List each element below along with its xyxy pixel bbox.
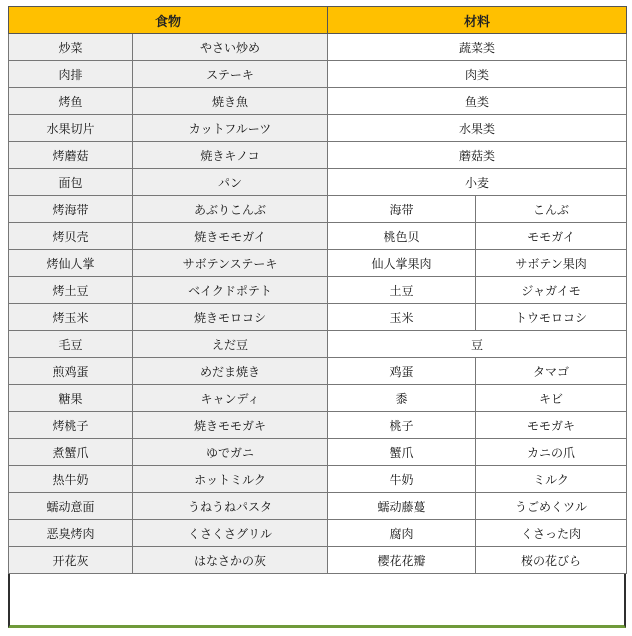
material-japanese-cell: サボテン果肉 — [476, 250, 627, 277]
material-chinese-cell: 牛奶 — [328, 466, 476, 493]
material-japanese-cell: うごめくツル — [476, 493, 627, 520]
food-japanese-cell: ベイクドポテト — [133, 277, 328, 304]
material-japanese-cell: ミルク — [476, 466, 627, 493]
food-chinese-cell: 恶臭烤肉 — [9, 520, 133, 547]
food-japanese-cell: 焼きキノコ — [133, 142, 328, 169]
table-row — [9, 358, 627, 385]
food-japanese-cell: えだ豆 — [133, 331, 328, 358]
table-row — [9, 61, 627, 88]
table-row — [9, 250, 627, 277]
material-chinese-cell: 桃子 — [328, 412, 476, 439]
material-cell: 肉类 — [328, 61, 627, 88]
table-row — [9, 547, 627, 574]
table-row — [9, 142, 627, 169]
food-japanese-cell: ステーキ — [133, 61, 328, 88]
material-japanese-cell: モモガキ — [476, 412, 627, 439]
food-japanese-cell: 焼きモロコシ — [133, 304, 328, 331]
table-row — [9, 493, 627, 520]
food-material-table — [8, 6, 627, 574]
table-row — [9, 88, 627, 115]
material-cell: 蘑菇类 — [328, 142, 627, 169]
material-japanese-cell: くさった肉 — [476, 520, 627, 547]
table-row — [9, 169, 627, 196]
material-chinese-cell: 玉米 — [328, 304, 476, 331]
food-chinese-cell: 烤鱼 — [9, 88, 133, 115]
food-chinese-cell: 糖果 — [9, 385, 133, 412]
food-chinese-cell: 烤仙人掌 — [9, 250, 133, 277]
food-chinese-cell: 水果切片 — [9, 115, 133, 142]
material-cell: 豆 — [328, 331, 627, 358]
material-chinese-cell: 蠕动藤蔓 — [328, 493, 476, 520]
food-chinese-cell: 煮蟹爪 — [9, 439, 133, 466]
table-row — [9, 304, 627, 331]
food-japanese-cell: ゆでガニ — [133, 439, 328, 466]
food-chinese-cell: 开花灰 — [9, 547, 133, 574]
food-chinese-cell: 肉排 — [9, 61, 133, 88]
material-cell: 鱼类 — [328, 88, 627, 115]
material-japanese-cell: 桜の花びら — [476, 547, 627, 574]
food-japanese-cell: くさくさグリル — [133, 520, 328, 547]
table-row — [9, 439, 627, 466]
food-chinese-cell: 烤海带 — [9, 196, 133, 223]
food-chinese-cell: 蠕动意面 — [9, 493, 133, 520]
material-japanese-cell: カニの爪 — [476, 439, 627, 466]
food-chinese-cell: 毛豆 — [9, 331, 133, 358]
food-column-header: 食物 — [9, 7, 328, 34]
material-japanese-cell: タマゴ — [476, 358, 627, 385]
table-row — [9, 223, 627, 250]
material-chinese-cell: 桃色贝 — [328, 223, 476, 250]
food-chinese-cell: 面包 — [9, 169, 133, 196]
material-chinese-cell: 樱花花瓣 — [328, 547, 476, 574]
food-chinese-cell: 热牛奶 — [9, 466, 133, 493]
material-japanese-cell: こんぶ — [476, 196, 627, 223]
material-japanese-cell: トウモロコシ — [476, 304, 627, 331]
material-chinese-cell: 蟹爪 — [328, 439, 476, 466]
food-chinese-cell: 烤贝壳 — [9, 223, 133, 250]
table-row — [9, 520, 627, 547]
material-chinese-cell: 海带 — [328, 196, 476, 223]
food-chinese-cell: 烤玉米 — [9, 304, 133, 331]
food-japanese-cell: やさい炒め — [133, 34, 328, 61]
food-japanese-cell: パン — [133, 169, 328, 196]
material-cell: 蔬菜类 — [328, 34, 627, 61]
food-japanese-cell: サボテンステーキ — [133, 250, 328, 277]
table-row — [9, 34, 627, 61]
food-japanese-cell: 焼きモモガキ — [133, 412, 328, 439]
food-japanese-cell: 焼き魚 — [133, 88, 328, 115]
food-chinese-cell: 炒菜 — [9, 34, 133, 61]
material-japanese-cell: モモガイ — [476, 223, 627, 250]
table-header-row — [9, 7, 627, 34]
material-japanese-cell: ジャガイモ — [476, 277, 627, 304]
material-chinese-cell: 仙人掌果肉 — [328, 250, 476, 277]
food-japanese-cell: はなさかの灰 — [133, 547, 328, 574]
material-chinese-cell: 鸡蛋 — [328, 358, 476, 385]
food-japanese-cell: うねうねパスタ — [133, 493, 328, 520]
material-cell: 水果类 — [328, 115, 627, 142]
food-japanese-cell: めだま焼き — [133, 358, 328, 385]
food-chinese-cell: 烤土豆 — [9, 277, 133, 304]
material-cell: 小麦 — [328, 169, 627, 196]
material-chinese-cell: 腐肉 — [328, 520, 476, 547]
table-body — [9, 34, 627, 574]
table-row — [9, 331, 627, 358]
table-row — [9, 466, 627, 493]
table-row — [9, 196, 627, 223]
table-row — [9, 412, 627, 439]
food-japanese-cell: キャンディ — [133, 385, 328, 412]
food-japanese-cell: カットフルーツ — [133, 115, 328, 142]
material-chinese-cell: 黍 — [328, 385, 476, 412]
food-chinese-cell: 烤蘑菇 — [9, 142, 133, 169]
food-japanese-cell: 焼きモモガイ — [133, 223, 328, 250]
food-chinese-cell: 烤桃子 — [9, 412, 133, 439]
table-row — [9, 277, 627, 304]
material-japanese-cell: キビ — [476, 385, 627, 412]
table-row — [9, 385, 627, 412]
material-column-header: 材料 — [328, 7, 627, 34]
material-chinese-cell: 土豆 — [328, 277, 476, 304]
table-row — [9, 115, 627, 142]
food-japanese-cell: ホットミルク — [133, 466, 328, 493]
food-chinese-cell: 煎鸡蛋 — [9, 358, 133, 385]
food-japanese-cell: あぶりこんぶ — [133, 196, 328, 223]
